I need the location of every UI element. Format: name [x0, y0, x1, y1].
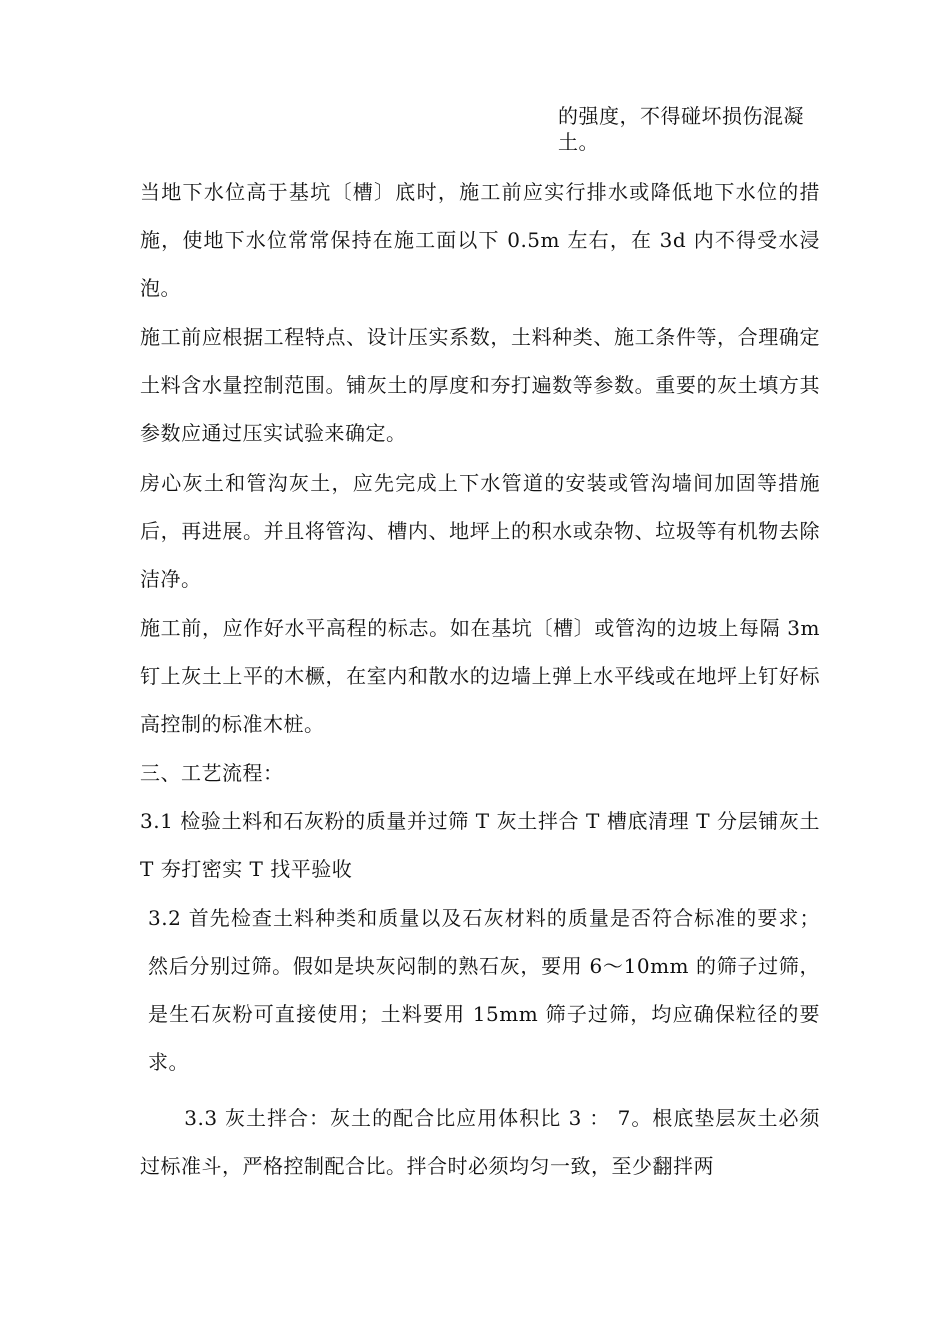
paragraph-step-3-2: 3.2 首先检查土料种类和质量以及石灰材料的质量是否符合标准的要求；然后分别过筛。假如是块灰闷制的熟石灰，要用 6〜10mm 的筛子过筛，是生石灰粉可直接使用；土料要用 15mm 筛子过筛，均应确保粒径的要求。 — [148, 906, 820, 1074]
paragraph-groundwater: 当地下水位高于基坑〔槽〕底时，施工前应实行排水或降低地下水位的措施，使地下水位常常保持在施工面以下 0.5m 左右，在 3d 内不得受水浸泡。 — [140, 180, 820, 300]
paragraph-pipe-trench: 房心灰土和管沟灰土，应先完成上下水管道的安装或管沟墙间加固等措施后，再进展。并且将管沟、槽内、地坪上的积水或杂物、垃圾等有机物去除洁净。 — [140, 471, 820, 591]
paragraph-moisture-control: 施工前应根据工程特点、设计压实系数，土料种类、施工条件等，合理确定土料含水量控制范围。铺灰土的厚度和夯打遍数等参数。重要的灰土填方其参数应通过压实试验来确定。 — [140, 325, 820, 445]
continued-text-fragment: 的强度，不得碰坏损伤混凝土。 — [558, 104, 804, 154]
paragraph-step-3-1: 3.1 检验土料和石灰粉的质量并过筛 T 灰土拌合 T 槽底清理 T 分层铺灰土 T 夯打密实 T 找平验收 — [140, 809, 827, 881]
paragraph-elevation-marks: 施工前，应作好水平高程的标志。如在基坑〔槽〕或管沟的边坡上每隔 3m 钉上灰土上平的木橛，在室内和散水的边墙上弹上水平线或在地坪上钉好标高控制的标准木桩。 — [140, 616, 827, 736]
paragraph-step-3-3: 3.3 灰土拌合：灰土的配合比应用体积比 3 ： 7。根底垫层灰土必须过标准斗，严格控制配合比。拌合时必须均匀一致，至少翻拌两 — [140, 1106, 820, 1178]
section-heading-process-flow: 三、工艺流程： — [140, 761, 284, 785]
